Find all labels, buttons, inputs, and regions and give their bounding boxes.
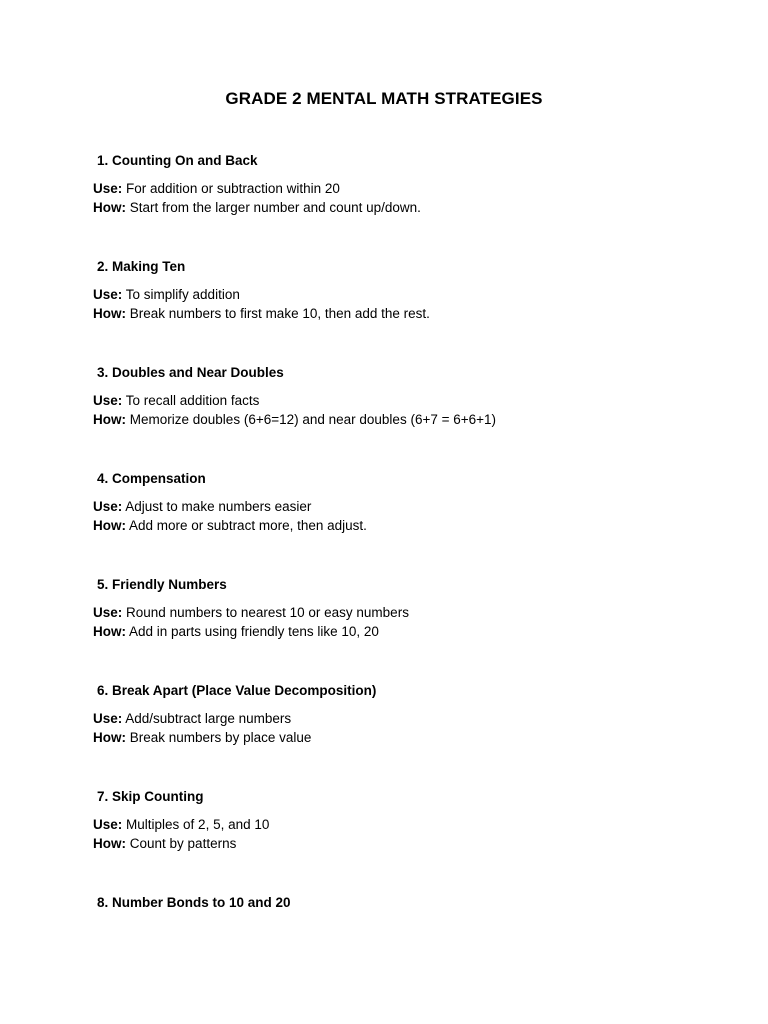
strategy-heading: 8. Number Bonds to 10 and 20	[97, 895, 291, 910]
use-label: Use:	[93, 287, 123, 302]
strategy-use-text: Round numbers to nearest 10 or easy numbers	[126, 605, 409, 620]
strategy-how-line	[93, 412, 496, 427]
strategy-how-text: Add in parts using friendly tens like 10, 20	[129, 624, 379, 639]
strategy-how-line	[93, 624, 379, 639]
strategy-how-text: Count by patterns	[129, 836, 237, 851]
strategy-heading: 4. Compensation	[97, 471, 206, 486]
use-label: Use:	[93, 817, 123, 832]
strategy-use-line	[93, 287, 240, 302]
strategy-use-line	[93, 817, 269, 832]
strategy-how-line	[93, 306, 430, 321]
use-label: Use:	[93, 711, 123, 726]
strategy-heading: 6. Break Apart (Place Value Decomposition)	[97, 683, 377, 698]
strategy-how-text: Memorize doubles (6+6=12) and near doubles (6+7 = 6+6+1)	[129, 412, 497, 427]
strategy-how-text: Start from the larger number and count up/down.	[129, 200, 421, 215]
how-label: How:	[93, 412, 126, 427]
strategy-use-line	[93, 499, 311, 514]
strategy-how-text: Add more or subtract more, then adjust.	[129, 518, 367, 533]
strategy-use-line	[93, 605, 409, 620]
strategy-use-line	[93, 181, 340, 196]
strategy-how-line	[93, 518, 367, 533]
strategy-heading: 7. Skip Counting	[97, 789, 204, 804]
strategy-heading: 1. Counting On and Back	[97, 153, 258, 168]
how-label: How:	[93, 306, 126, 321]
strategy-use-line	[93, 393, 259, 408]
how-label: How:	[93, 518, 126, 533]
strategy-how-line	[93, 730, 311, 745]
strategy-use-text: Multiples of 2, 5, and 10	[126, 817, 270, 832]
how-label: How:	[93, 200, 126, 215]
use-label: Use:	[93, 393, 123, 408]
use-label: Use:	[93, 605, 123, 620]
strategy-how-text: Break numbers to first make 10, then add the rest.	[129, 306, 430, 321]
strategy-heading: 2. Making Ten	[97, 259, 186, 274]
strategy-use-text: For addition or subtraction within 20	[126, 181, 340, 196]
strategy-how-line	[93, 836, 236, 851]
use-label: Use:	[93, 499, 123, 514]
how-label: How:	[93, 730, 126, 745]
strategy-how-line	[93, 200, 421, 215]
page-title: GRADE 2 MENTAL MATH STRATEGIES	[225, 89, 543, 108]
strategy-use-text: Add/subtract large numbers	[125, 711, 292, 726]
strategy-use-line	[93, 711, 291, 726]
how-label: How:	[93, 836, 126, 851]
strategy-how-text: Break numbers by place value	[129, 730, 312, 745]
strategy-use-text: Adjust to make numbers easier	[125, 499, 312, 514]
strategy-heading: 5. Friendly Numbers	[97, 577, 227, 592]
strategy-use-text: To simplify addition	[125, 287, 240, 302]
how-label: How:	[93, 624, 126, 639]
use-label: Use:	[93, 181, 123, 196]
strategy-heading: 3. Doubles and Near Doubles	[97, 365, 284, 380]
strategy-use-text: To recall addition facts	[125, 393, 260, 408]
